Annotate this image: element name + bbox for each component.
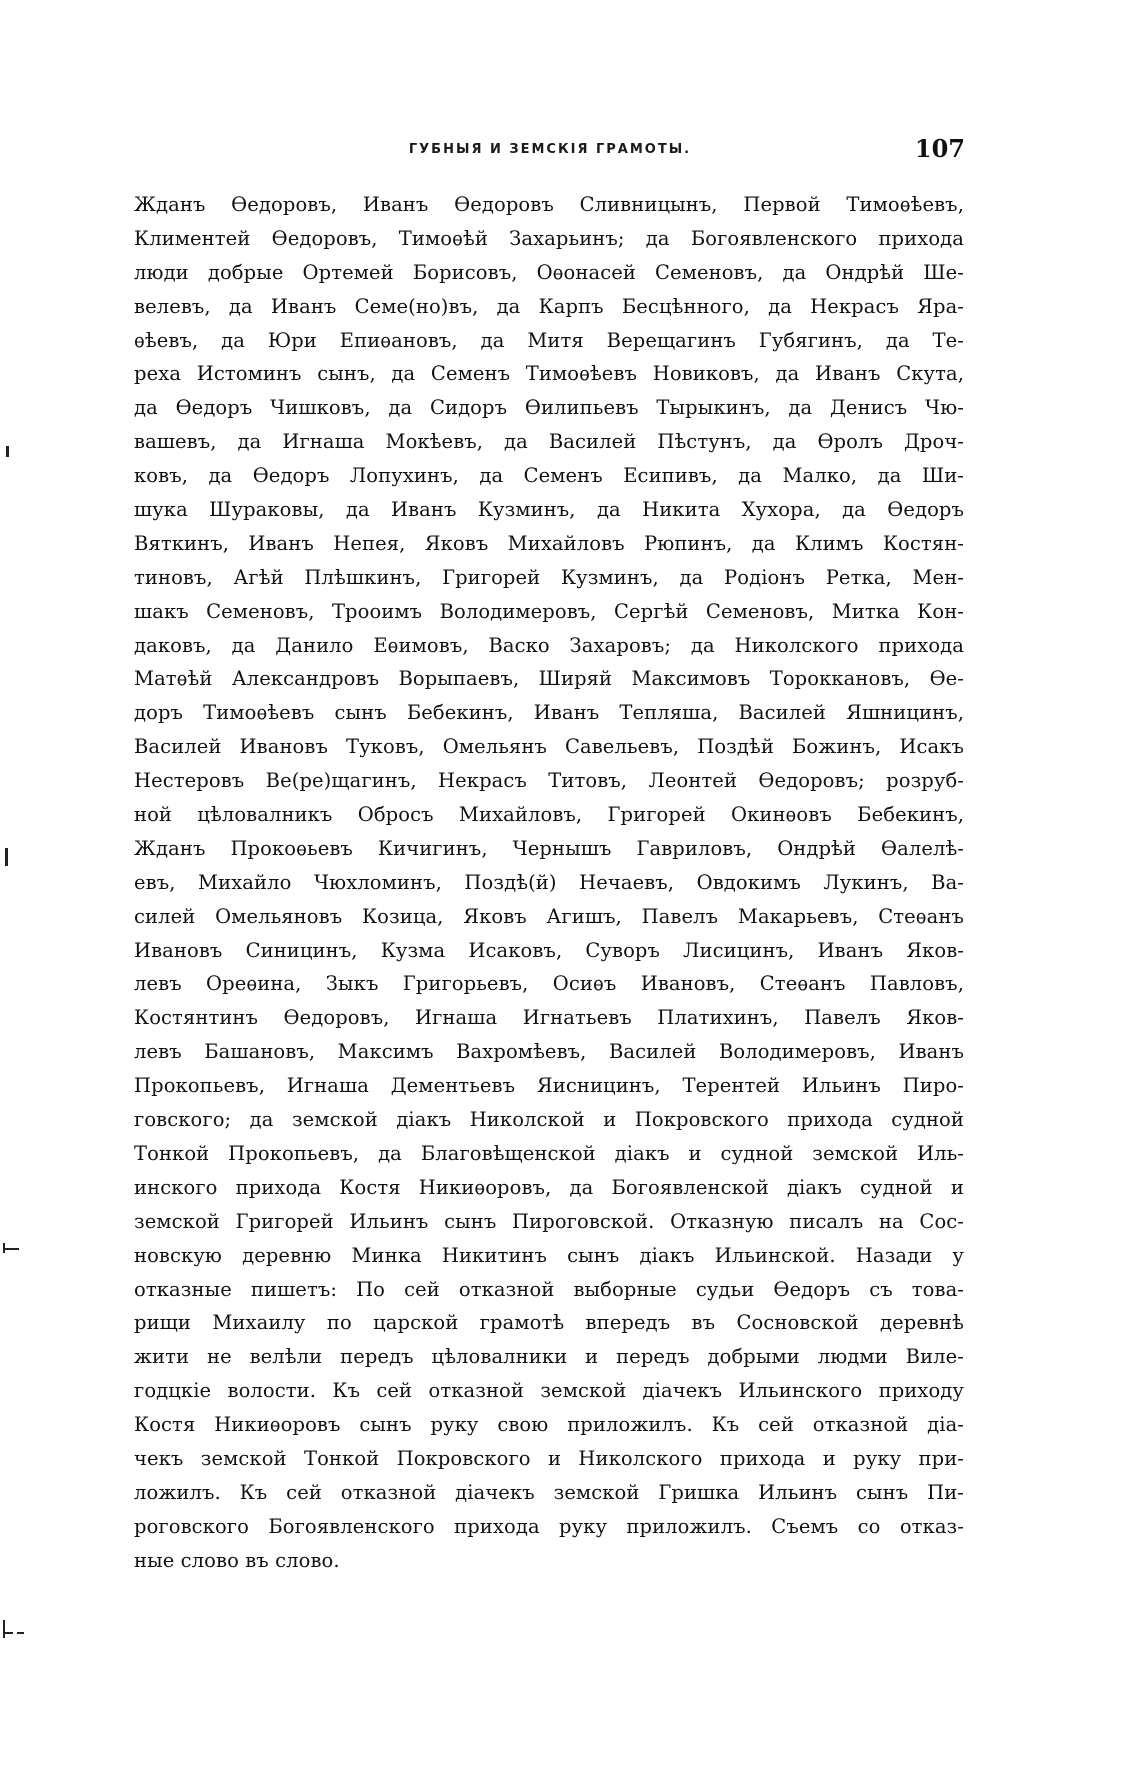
margin-mark [3,1620,5,1638]
text-line: силей Омельяновъ Козица, Яковъ Агишъ, Павелъ Макарьевъ, Стеѳанъ [134,904,964,928]
margin-mark [3,1632,13,1634]
text-line: шука Шураковы, да Иванъ Кузминъ, да Никита Хухора, да Ѳедоръ [134,498,964,522]
text-line: отказные пишетъ: По сей отказной выборные судьи Ѳедоръ съ това- [134,1277,964,1301]
text-line: даковъ, да Данило Еѳимовъ, Васко Захаровъ; да Николского прихода [134,633,964,657]
margin-mark [3,1248,19,1250]
text-line: ковъ, да Ѳедоръ Лопухинъ, да Семенъ Есипивъ, да Малко, да Ши- [134,464,964,488]
text-line: Костя Никиѳоровъ сынъ руку свою приложилъ. Къ сей отказной діа- [134,1413,964,1437]
text-line: Прокопьевъ, Игнаша Дементьевъ Яисницинъ, Терентей Ильинъ Пиро- [134,1074,964,1098]
margin-mark [17,1632,24,1634]
text-line: чекъ земской Тонкой Покровского и Николского прихода и руку при- [134,1446,964,1470]
text-line: инского прихода Костя Никиѳоровъ, да Богоявленской діакъ судной и [134,1175,964,1199]
text-line: ной цѣловалникъ Обросъ Михайловъ, Григорей Окинѳовъ Бебекинъ, [134,803,964,827]
text-line: левъ Башановъ, Максимъ Вахромѣевъ, Василей Володимеровъ, Иванъ [134,1040,964,1064]
text-line: Ивановъ Синицинъ, Кузма Исаковъ, Суворъ Лисицинъ, Иванъ Яков- [134,938,964,962]
text-line: евъ, Михайло Чюхломинъ, Поздѣ(й) Нечаевъ, Овдокимъ Лукинъ, Ва- [134,870,964,894]
text-line: Костянтинъ Ѳедоровъ, Игнаша Игнатьевъ Платихинъ, Павелъ Яков- [134,1006,964,1030]
text-line: ложилъ. Къ сей отказной діачекъ земской Гришка Ильинъ сынъ Пи- [134,1480,964,1504]
text-line: годцкіе волости. Къ сей отказной земской діачекъ Ильинского приходу [134,1379,964,1403]
text-line: реха Истоминъ сынъ, да Семенъ Тимоѳѣевъ Новиковъ, да Иванъ Скута, [134,362,964,386]
text-line: Василей Ивановъ Туковъ, Омельянъ Савельевъ, Поздѣй Божинъ, Исакъ [134,735,964,759]
running-head [135,134,965,168]
text-line: велевъ, да Иванъ Семе(но)въ, да Карпъ Бесцѣнного, да Некрасъ Яра- [134,294,964,318]
text-line: Тонкой Прокопьевъ, да Благовѣщенской діакъ и судной земской Иль- [134,1141,964,1165]
text-line: вашевъ, да Игнаша Мокѣевъ, да Василей Пѣстунъ, да Ѳролъ Дроч- [134,430,964,454]
running-title: ГУБНЫЯ И ЗЕМСКІЯ ГРАМОТЫ. [408,142,692,157]
text-line: шакъ Семеновъ, Трооимъ Володимеровъ, Сергѣй Семеновъ, Митка Кон- [134,599,964,623]
text-line: Матѳѣй Александровъ Ворыпаевъ, Ширяй Максимовъ Тороккановъ, Ѳе- [134,667,964,691]
text-line: роговского Богоявленского прихода руку приложилъ. Съемъ со отказ- [134,1514,964,1538]
text-line: да Ѳедоръ Чишковъ, да Сидоръ Ѳилипьевъ Тырыкинъ, да Денисъ Чю- [134,396,964,420]
body-text [134,188,964,1578]
text-line: тиновъ, Агѣй Плѣшкинъ, Григорей Кузминъ, да Родіонъ Ретка, Мен- [134,565,964,589]
margin-mark [3,1243,5,1253]
text-line: жити не велѣли передъ цѣловалники и передъ добрыми людми Виле- [134,1345,964,1369]
text-line: Жданъ Прокоѳьевъ Кичигинъ, Чернышъ Гавриловъ, Ондрѣй Ѳалелѣ- [134,836,964,860]
text-line: ные слово въ слово. [134,1548,340,1572]
page-number: 107 [914,134,965,163]
margin-mark [6,446,9,457]
text-line: Нестеровъ Ве(ре)щагинъ, Некрасъ Титовъ, Леонтей Ѳедоровъ; розруб- [134,769,964,793]
text-line: новскую деревню Минка Никитинъ сынъ діакъ Ильинской. Назади у [134,1243,964,1267]
text-line: левъ Ореѳина, Зыкъ Григорьевъ, Осиѳъ Ивановъ, Стеѳанъ Павловъ, [134,972,964,996]
text-line: Климентей Ѳедоровъ, Тимоѳѣй Захарьинъ; да Богоявленского прихода [134,226,964,250]
text-line: Жданъ Ѳедоровъ, Иванъ Ѳедоровъ Сливницынъ, Первой Тимоѳѣевъ, [134,193,964,216]
margin-mark [5,848,8,866]
text-line: земской Григорей Ильинъ сынъ Пироговской. Отказную писалъ на Сос- [134,1209,964,1233]
text-line: рищи Михаилу по царской грамотѣ впередъ въ Сосновской деревнѣ [134,1311,964,1335]
text-line: ѳѣевъ, да Юри Епиѳановъ, да Митя Верещагинъ Губягинъ, да Те- [134,328,964,352]
text-line: доръ Тимоѳѣевъ сынъ Бебекинъ, Иванъ Тепляша, Василей Яшницинъ, [134,701,964,725]
text-line: Вяткинъ, Иванъ Непея, Яковъ Михайловъ Рюпинъ, да Климъ Костян- [134,531,964,555]
text-line: говского; да земской діакъ Николской и Покровского прихода судной [134,1108,964,1132]
text-line: люди добрые Ортемей Борисовъ, Оѳонасей Семеновъ, да Ондрѣй Ше- [134,260,964,284]
